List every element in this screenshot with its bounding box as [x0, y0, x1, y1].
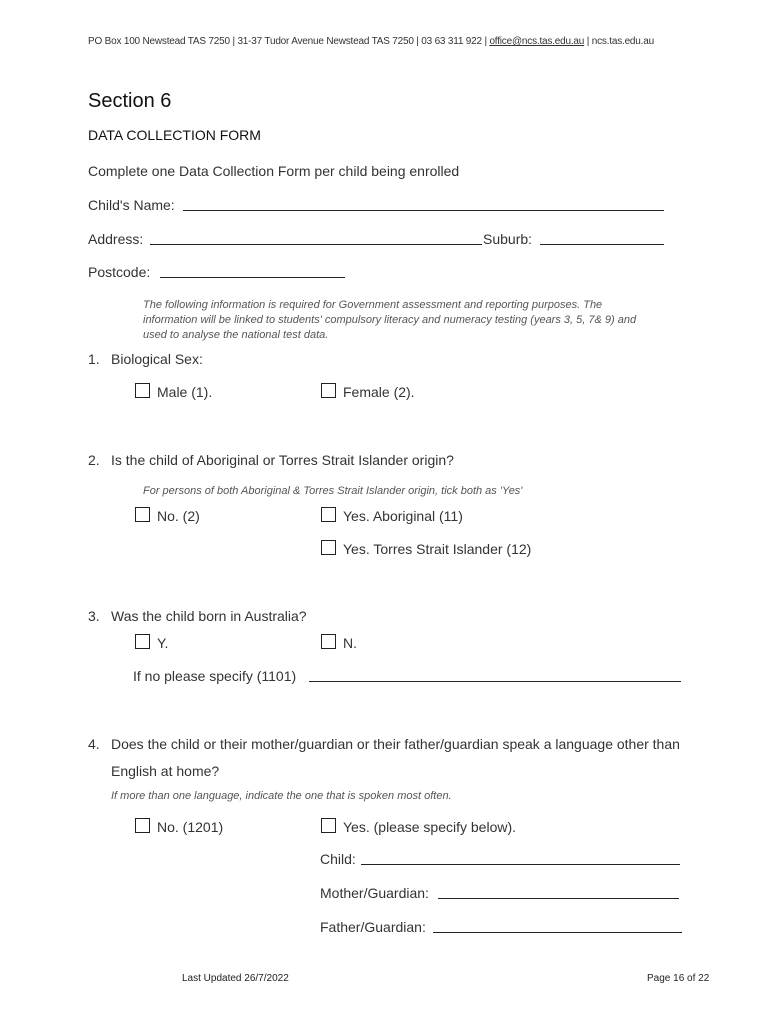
- language-no-checkbox[interactable]: [135, 818, 150, 833]
- q4-note: If more than one language, indicate the one that is spoken most often.: [111, 790, 452, 802]
- q4-question-line1: Does the child or their mother/guardian or their father/guardian speak a language other than: [111, 736, 680, 752]
- address-field[interactable]: [150, 244, 482, 245]
- q2-no-label: No. (2): [157, 508, 200, 524]
- father-language-field[interactable]: [433, 932, 682, 933]
- email-link[interactable]: office@ncs.tas.edu.au: [489, 36, 585, 47]
- letterhead-contact: [88, 36, 654, 47]
- born-yes-checkbox[interactable]: [135, 634, 150, 649]
- suburb-field[interactable]: [540, 244, 664, 245]
- mother-language-field[interactable]: [438, 898, 679, 899]
- aboriginal-checkbox[interactable]: [321, 507, 336, 522]
- born-no-checkbox[interactable]: [321, 634, 336, 649]
- torres-strait-checkbox[interactable]: [321, 540, 336, 555]
- father-language-label: Father/Guardian:: [320, 919, 426, 935]
- language-yes-label: Yes. (please specify below).: [343, 819, 517, 835]
- q3-number: 3.: [88, 608, 100, 624]
- suburb-label: Suburb:: [483, 231, 533, 247]
- childs-name-field[interactable]: [183, 210, 664, 211]
- section-title: Section 6: [88, 90, 172, 112]
- female-checkbox[interactable]: [321, 383, 336, 398]
- language-no-label: No. (1201): [157, 819, 224, 835]
- q3-question: Was the child born in Australia?: [111, 608, 307, 624]
- form-title: DATA COLLECTION FORM: [88, 127, 261, 143]
- q2-number: 2.: [88, 452, 100, 468]
- child-language-label: Child:: [320, 851, 356, 867]
- instruction-text: Complete one Data Collection Form per child being enrolled: [88, 163, 460, 179]
- birth-country-label: If no please specify (1101): [133, 668, 297, 684]
- postcode-field[interactable]: [160, 277, 345, 278]
- q1-question: Biological Sex:: [111, 351, 203, 367]
- postcode-label: Postcode:: [88, 264, 151, 280]
- born-no-label: N.: [343, 635, 357, 651]
- q2-question: Is the child of Aboriginal or Torres Strait Islander origin?: [111, 452, 454, 468]
- torres-strait-label: Yes. Torres Strait Islander (12): [343, 541, 532, 557]
- government-info-note: The following information is required for Government assessment and reporting purposes. The information will be linked to students' compulsory literacy and numeracy testing (years 3, 5, 7& 9) and used to analyse the national test data.: [143, 299, 637, 341]
- childs-name-label: Child's Name:: [88, 197, 175, 213]
- language-yes-checkbox[interactable]: [321, 818, 336, 833]
- aboriginal-label: Yes. Aboriginal (11): [343, 508, 463, 524]
- last-updated: Last Updated 26/7/2022: [182, 973, 289, 984]
- birth-country-field[interactable]: [309, 681, 681, 682]
- male-checkbox[interactable]: [135, 383, 150, 398]
- female-label: Female (2).: [343, 384, 415, 400]
- q4-number: 4.: [88, 736, 100, 752]
- header-address: PO Box 100 Newstead TAS 7250 | 31-37 Tudor Avenue Newstead TAS 7250 | 03 63 311 922 |: [88, 36, 490, 47]
- male-label: Male (1).: [157, 384, 213, 400]
- address-label: Address:: [88, 231, 144, 247]
- mother-language-label: Mother/Guardian:: [320, 885, 429, 901]
- page-number: Page 16 of 22: [647, 973, 710, 984]
- q2-no-checkbox[interactable]: [135, 507, 150, 522]
- q1-number: 1.: [88, 351, 100, 367]
- header-website: | ncs.tas.edu.au: [584, 36, 654, 47]
- q2-note: For persons of both Aboriginal & Torres Strait Islander origin, tick both as 'Yes': [143, 485, 523, 497]
- born-yes-label: Y.: [157, 635, 169, 651]
- q4-question-line2: English at home?: [111, 763, 220, 779]
- child-language-field[interactable]: [361, 864, 680, 865]
